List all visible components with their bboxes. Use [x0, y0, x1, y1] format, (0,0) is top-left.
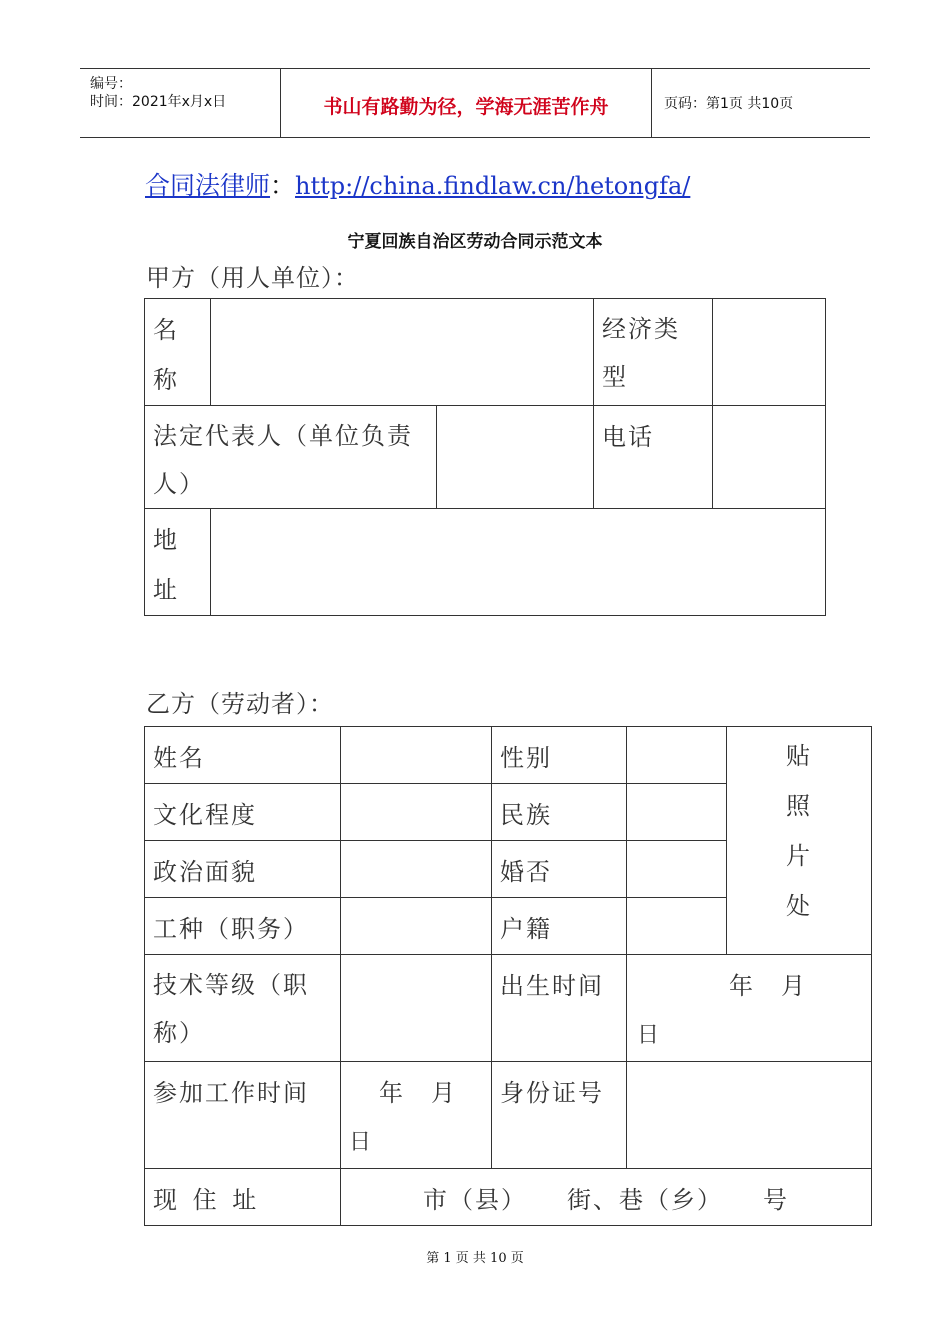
- work-start-day: 日: [349, 1130, 374, 1155]
- id-number-label: 身份证号: [492, 1062, 627, 1169]
- law-link-colon: ：: [270, 171, 296, 200]
- photo-char: 贴: [786, 742, 812, 770]
- name-field[interactable]: [341, 727, 492, 784]
- header-page-cell: [652, 69, 870, 137]
- law-link-line: [145, 166, 690, 202]
- political-status-field[interactable]: [341, 841, 492, 898]
- motto: 书山有路勤为径，学海无涯苦作舟: [323, 96, 609, 118]
- photo-placeholder: [727, 727, 872, 955]
- current-address-field[interactable]: 市（县） 街、巷（乡） 号: [341, 1169, 872, 1226]
- gender-label: 性别: [492, 727, 627, 784]
- header-info-cell: [80, 69, 281, 137]
- work-start-label: 参加工作时间: [145, 1062, 341, 1169]
- tech-level-label: 技术等级（职称）: [145, 955, 341, 1062]
- party-a-legal-rep-field[interactable]: [437, 406, 594, 509]
- education-label: 文化程度: [145, 784, 341, 841]
- party-b-table: [144, 726, 872, 1226]
- page-header: [80, 68, 870, 138]
- work-start-year-month: 年 月: [379, 1079, 457, 1107]
- party-a-heading: 甲方（用人单位）：: [146, 264, 359, 292]
- political-status-label: 政治面貌: [145, 841, 341, 898]
- party-b-heading: 乙方（劳动者）：: [146, 690, 334, 718]
- photo-char: 照: [786, 792, 812, 820]
- party-a-legal-rep-label: 法定代表人（单位负责人）: [145, 406, 437, 509]
- marital-status-label: 婚否: [492, 841, 627, 898]
- id-number-field[interactable]: [627, 1062, 872, 1169]
- birth-date-label: 出生时间: [492, 955, 627, 1062]
- party-a-address-label: 地址: [145, 509, 211, 616]
- gender-field[interactable]: [627, 727, 727, 784]
- photo-char: 片: [786, 842, 812, 870]
- work-start-field[interactable]: [341, 1062, 492, 1169]
- education-field[interactable]: [341, 784, 492, 841]
- document-title: 宁夏回族自治区劳动合同示范文本: [347, 232, 603, 252]
- party-a-address-field[interactable]: [211, 509, 826, 616]
- photo-char: 处: [786, 892, 812, 920]
- birth-day: 日: [637, 1023, 662, 1048]
- party-a-name-field[interactable]: [211, 299, 594, 406]
- party-a-phone-field[interactable]: [713, 406, 826, 509]
- marital-status-field[interactable]: [627, 841, 727, 898]
- party-a-name-label: 名称: [145, 299, 211, 406]
- time-label: 时间：2021年x月x日: [90, 94, 227, 110]
- header-motto-cell: [281, 69, 652, 137]
- party-a-economic-type-label: 经济类型: [594, 299, 713, 406]
- job-label: 工种（职务）: [145, 898, 341, 955]
- birth-year-month: 年 月: [729, 972, 807, 1000]
- page-number-label: 页码：第1页 共10页: [664, 96, 794, 112]
- hukou-label: 户籍: [492, 898, 627, 955]
- birth-date-field[interactable]: [627, 955, 872, 1062]
- ethnicity-field[interactable]: [627, 784, 727, 841]
- name-label: 姓名: [145, 727, 341, 784]
- law-link-url[interactable]: http://china.findlaw.cn/hetongfa/: [295, 172, 691, 200]
- page-footer: 第 1 页 共 10 页: [426, 1251, 524, 1266]
- party-a-table: [144, 298, 826, 616]
- party-a-economic-type-field[interactable]: [713, 299, 826, 406]
- law-link-label[interactable]: 合同法律师: [145, 171, 271, 200]
- tech-level-field[interactable]: [341, 955, 492, 1062]
- current-address-label: 现 住 址: [145, 1169, 341, 1226]
- party-a-phone-label: 电话: [594, 406, 713, 509]
- hukou-field[interactable]: [627, 898, 727, 955]
- job-field[interactable]: [341, 898, 492, 955]
- ethnicity-label: 民族: [492, 784, 627, 841]
- number-label: 编号：: [90, 76, 132, 92]
